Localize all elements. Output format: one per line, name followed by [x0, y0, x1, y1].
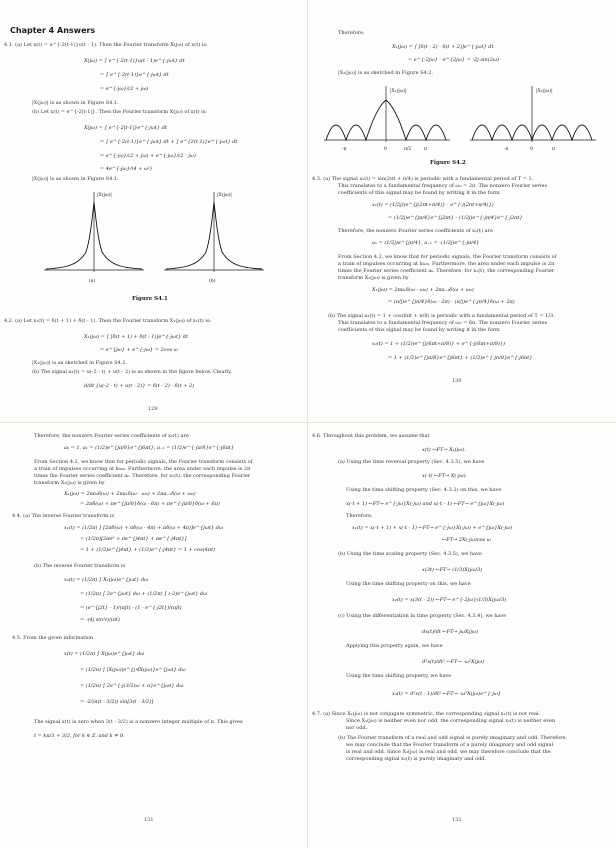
equation-line: = (π/j)e^{jπ/4}δ(ω - 2π) - (π/j)e^{-jπ/4}δ(ω + 2π)	[388, 299, 515, 305]
figure-s4-2-panel-b	[470, 86, 596, 152]
equation-line: = e^{-2jω} - e^{2jω} = -2j sin(2ω)	[408, 57, 499, 63]
text-line: a train of impulses occurring at kω₀. Furthermore, the area under each impulse is 2π	[34, 466, 251, 472]
equation-line: X(jω) = ∫ e^{-2(t-1)}u(t - 1)e^{-jωt} dt	[84, 58, 185, 64]
figure-s4-1	[34, 180, 274, 290]
page-131	[4, 425, 304, 845]
text-line: Therefore,	[346, 513, 373, 519]
equation-line: x(t) ←FT→ X₁(jω).	[422, 447, 466, 453]
equation-line: = 1 + (1/2)e^{j4πt} + (1/2)e^{-j4πt} = 1 + cos(4πt)	[80, 547, 216, 553]
text-line: 4.5. From the given information	[12, 635, 94, 641]
text-line: This translates to a fundamental frequency of ω₀ = 6π. The nonzero Fourier series	[338, 320, 548, 326]
page-divider-horizontal	[0, 422, 616, 423]
page-129	[4, 0, 304, 420]
text-line: Since X₁(jω) is neither even nor odd, the corresponding signal x₁(t) is neither even	[346, 718, 556, 724]
text-line: |X(jω)| is as shown in Figure S4.1.	[32, 176, 119, 182]
equation-line: x₂(t) = x(3(t - 2)) ←FT→ e^{-2jω}(1/3)X(jω/3)	[392, 597, 507, 603]
text-line: |X(jω)| is as shown in Figure S4.1.	[32, 100, 119, 106]
figure-s4-1-panel-a-caption: (a)	[89, 279, 96, 284]
text-line: (b) The signal x₂(t) = 1 + cos(6πt + π/8) is periodic with a fundamental period of T = 1/3.	[328, 313, 555, 319]
figure-s4-1-panel-b	[164, 191, 264, 284]
chapter-title: Chapter 4 Answers	[10, 26, 96, 35]
text-line: transform X₁(jω) is given by	[338, 275, 409, 281]
equation-line: x₂(t) = 1 + (1/2)(e^{j(6πt+π/8)} + e^{-j(6πt+π/8)})	[372, 341, 506, 347]
equation-line: x₁(t) = x(-t + 1) + x(-t - 1) ←FT→ e^{-jω}X(-jω) + e^{jω}X(-jω)	[352, 525, 513, 531]
equation-line: t = kπ/3 + 3/2, for k ∈ Z, and k ≠ 0.	[34, 733, 125, 739]
text-line: The signal x(t) is zero when 3(t - 3/2) is a nonzero integer multiple of π. This gives	[34, 719, 243, 725]
text-line: Applying this property again, we have	[346, 643, 443, 649]
text-line: is real and odd. Since X₂(jω) is real and odd, we may therefore conclude that the	[346, 749, 551, 755]
equation-line: X₁(jω) = ∫ [δ(t + 1) + δ(t - 1)]e^{-jωt} dt	[84, 334, 189, 340]
equation-line: X₁(jω) = 2πa₁δ(ω - ω₀) + 2πa₋₁δ(ω + ω₀)	[372, 287, 474, 293]
tick-label: -π	[342, 147, 347, 152]
text-line: From Section 4.2, we know that for periodic signals, the Fourier transform consists of	[34, 459, 253, 465]
tick-label: -π	[504, 147, 509, 152]
page-number: 130	[452, 378, 462, 384]
equation-line: = (e^{j2t} - 1)/(πjt) - (1 - e^{-j2t})/(πjt)	[80, 605, 182, 611]
figure-s4-1-panel-b-caption: (b)	[209, 279, 216, 284]
tick-label: π	[424, 147, 427, 152]
equation-line: x(3t) ←FT→ (1/3)X(jω/3)	[422, 567, 483, 573]
equation-line: = ∫ e^{-2(t-1)}e^{-jωt} dt	[100, 72, 169, 78]
equation-line: = (1/2π) ∫ 2e^{-j(3/2)ω + π}e^{jωt} dω	[80, 683, 184, 689]
figure-s4-2	[320, 80, 600, 160]
equation-line: a₁ = (1/2j)e^{jπ/4}, a₋₁ = -(1/2j)e^{-jπ/4}	[372, 240, 480, 246]
page-130	[312, 0, 612, 420]
text-line: coefficients of this signal may be found by writing it in the form	[338, 327, 500, 333]
equation-line: = e^{-jω}/(2 + jω)	[100, 86, 149, 92]
text-line: (b) The inverse Fourier transform is	[34, 563, 126, 569]
text-line: Therefore, the nonzero Fourier series coefficients of x₂(t) are	[34, 433, 189, 439]
text-line: 4.7. (a) Since X₁(jω) is not conjugate symmetric, the corresponding signal x₁(t) is not real.	[312, 711, 541, 717]
tick-label: 0	[530, 147, 533, 152]
text-line: Using the time shifting property on this, we have	[346, 581, 471, 587]
text-line: a train of impulses occurring at kω₀. Furthermore, the area under each impulse is 2π	[338, 261, 555, 267]
text-line: coefficients of this signal may be found by writing it in the form	[338, 190, 500, 196]
text-line: |X₁(jω)| is as sketched in Figure S4.2.	[32, 360, 128, 366]
text-line: Therefore, the nonzero Fourier series coefficients of x₁(t) are	[338, 228, 493, 234]
equation-line: dx(t)/dt ←FT→ jωX(jω)	[422, 629, 478, 635]
text-line: |X₂(jω)| is as sketched in Figure S4.2.	[338, 70, 434, 76]
page-number: 129	[148, 406, 158, 412]
text-line: 4.4. (a) The inverse Fourier transform is	[12, 513, 115, 519]
tick-label: 0	[384, 147, 387, 152]
text-line: corresponding signal x₂(t) is purely imaginary and odd.	[346, 756, 487, 762]
text-line: transform X₂(jω) is given by	[34, 480, 105, 486]
equation-line: x(-t) ←FT→ X(-jω).	[422, 473, 468, 479]
equation-line: x(-t + 1) ←FT→ e^{-jω}X(-jω) and x(-t - 1) ←FT→ e^{jω}X(-jω)	[346, 501, 505, 507]
text-line: Therefore,	[338, 30, 365, 36]
text-line: This translates to a fundamental frequency of ω₀ = 2π. The nonzero Fourier series	[338, 183, 548, 189]
equation-line: = e^{-jω}/(2 + jω) + e^{-jω}/(2 - jω)	[100, 153, 196, 159]
equation-line: = 2πδ(ω) + πe^{jπ/8}δ(ω - 6π) + πe^{-jπ/8}δ(ω + 6π)	[80, 501, 220, 507]
tick-label: π/2	[404, 147, 412, 152]
equation-line: X₂(jω) = ∫ [δ(t - 2) - δ(t + 2)]e^{-jωt} dt	[392, 44, 494, 50]
equation-line: = -2/(π(t - 3/2)) sin[3(t - 3/2)]	[80, 699, 154, 705]
figure-s4-1-panel-a-label: |X(jω)|	[97, 193, 112, 198]
equation-line: = (1/2π) ∫ 2e^{jωt} dω + (1/2π) ∫ (-2)e^{jωt} dω	[80, 591, 208, 597]
equation-line: X₂(jω) = 2πa₀δ(ω) + 2πa₁δ(ω - ω₀) + 2πa₋₁δ(ω + ω₀)	[64, 491, 196, 497]
text-line: (b) The Fourier transform of a real and odd signal is purely imaginary and odd. Therefore,	[338, 735, 568, 741]
text-line: (c) Using the differentiation in time property (Sec. 4.3.4), we have	[338, 613, 507, 619]
text-line: Using the time shifting property, we have	[346, 673, 452, 679]
text-line: (b) The signal x₂(t) = u(-2 - t) + u(t - 2) is as shown in the figure below. Clearly,	[32, 369, 233, 375]
figure-s4-2-panel-a	[324, 86, 450, 152]
equation-line: X(jω) = ∫ e^{-2|t-1|}e^{-jωt} dt	[84, 125, 167, 131]
equation-line: x₂(t) = (1/2π) ∫ X₂(jω)e^{jωt} dω	[64, 577, 149, 583]
text-line: (b) Using the time scaling property (Sec. 4.3.5), we have	[338, 551, 482, 557]
equation-line: = ∫ e^{-2(t-1)}e^{-jωt} dt + ∫ e^{2(t-1)}e^{-jωt} dt	[100, 139, 238, 145]
equation-line: = 4e^{-jω}/(4 + ω²)	[100, 166, 153, 172]
equation-line: d/dt {u(-2 - t) + u(t - 2)} = δ(t - 2) - δ(t + 2)	[84, 383, 195, 389]
text-line: 4.1. (a) Let x(t) = e^{-2(t-1)}u(t - 1). Then the Fourier transform X(jω) of x(t) is:	[4, 42, 208, 48]
figure-s4-2-panel-b-label: |X₂(jω)|	[536, 89, 553, 94]
text-line: 4.6. Throughout this problem, we assume that	[312, 433, 430, 439]
text-line: (b) Let x(t) = e^{-2|t-1|}. Then the Fourier transform X(jω) of x(t) is:	[32, 109, 207, 115]
text-line: Using the time shifting property (Sec. 4.3.2) on this, we have	[346, 487, 502, 493]
equation-line: x(t) = (1/2π) ∫ X(jω)e^{jωt} dω	[64, 651, 145, 657]
equation-line: = e^{jω} + e^{-jω} = 2cos ω	[100, 347, 178, 353]
tick-label: π	[552, 147, 555, 152]
page-divider-vertical	[307, 0, 308, 848]
figure-s4-1-panel-a	[44, 191, 144, 284]
equation-line: = 1 + (1/2)e^{jπ/8}e^{j6πt} + (1/2)e^{-jπ/8}e^{-j6πt}	[388, 355, 533, 361]
equation-line: = (1/2π)[2πe⁰ + πe^{j4πt} + πe^{-j4πt}]	[80, 536, 187, 542]
text-line: we may conclude that the Fourier transform of a purely imaginary and odd signal	[346, 742, 554, 748]
figure-caption: Figure S4.2	[430, 160, 466, 166]
page-number: 131	[144, 817, 154, 823]
text-line: 4.2. (a) Let x₁(t) = δ(t + 1) + δ(t - 1). Then the Fourier transform X₁(jω) of x₁(t) is:	[4, 318, 212, 324]
equation-line: = (1/2j)e^{jπ/4}e^{j2πt} - (1/2j)e^{-jπ/4}e^{-j2πt}	[388, 215, 523, 221]
equation-line: ←FT→ 2X(-jω)cos ω	[442, 537, 491, 543]
text-line: times the Fourier series coefficient aₖ. Therefore, for x₁(t), the corresponding Fourier	[338, 268, 555, 274]
figure-s4-1-panel-b-label: |X(jω)|	[217, 193, 232, 198]
page-number: 132	[452, 817, 462, 823]
equation-line: = -(4j sin²t)/(πt)	[80, 617, 120, 623]
text-line: times the Fourier series coefficient aₖ. Therefore, for x₂(t), the corresponding Fourier	[34, 473, 251, 479]
text-line: From Section 4.2, we know that for periodic signals, the Fourier transform consists of	[338, 254, 557, 260]
equation-line: x₃(t) = d²x(t - 1)/dt² ←FT→ -ω²X(jω)e^{-jω}	[392, 691, 502, 697]
text-line: nor odd.	[346, 725, 368, 731]
equation-line: x₁(t) = (1/2j)(e^{j(2πt+π/4)} - e^{-j(2πt+π/4)})	[372, 202, 494, 208]
text-line: 4.3. (a) The signal x₁(t) = sin(2πt + π/4) is periodic with a fundamental period of T = 1.	[312, 176, 534, 182]
equation-line: a₀ = 1, a₁ = (1/2)e^{jπ/8}e^{j6πt}, a₋₁ = (1/2)e^{-jπ/8}e^{-j6πt}	[64, 445, 235, 451]
page-132	[312, 425, 612, 845]
equation-line: d²x(t)/dt² ←FT→ -ω²X(jω)	[422, 659, 485, 665]
figure-caption: Figure S4.1	[132, 296, 168, 302]
equation-line: = (1/2π) ∫ |X(jω)|e^{j∢X(jω)}e^{jωt} dω	[80, 667, 186, 673]
equation-line: x₁(t) = (1/2π) ∫ [2πδ(ω) + πδ(ω - 4π) + πδ(ω + 4π)]e^{jωt} dω	[64, 525, 223, 531]
text-line: (a) Using the time reversal property (Sec. 4.3.5), we have	[338, 459, 485, 465]
figure-s4-2-panel-a-label: |X₁(jω)|	[390, 89, 407, 94]
